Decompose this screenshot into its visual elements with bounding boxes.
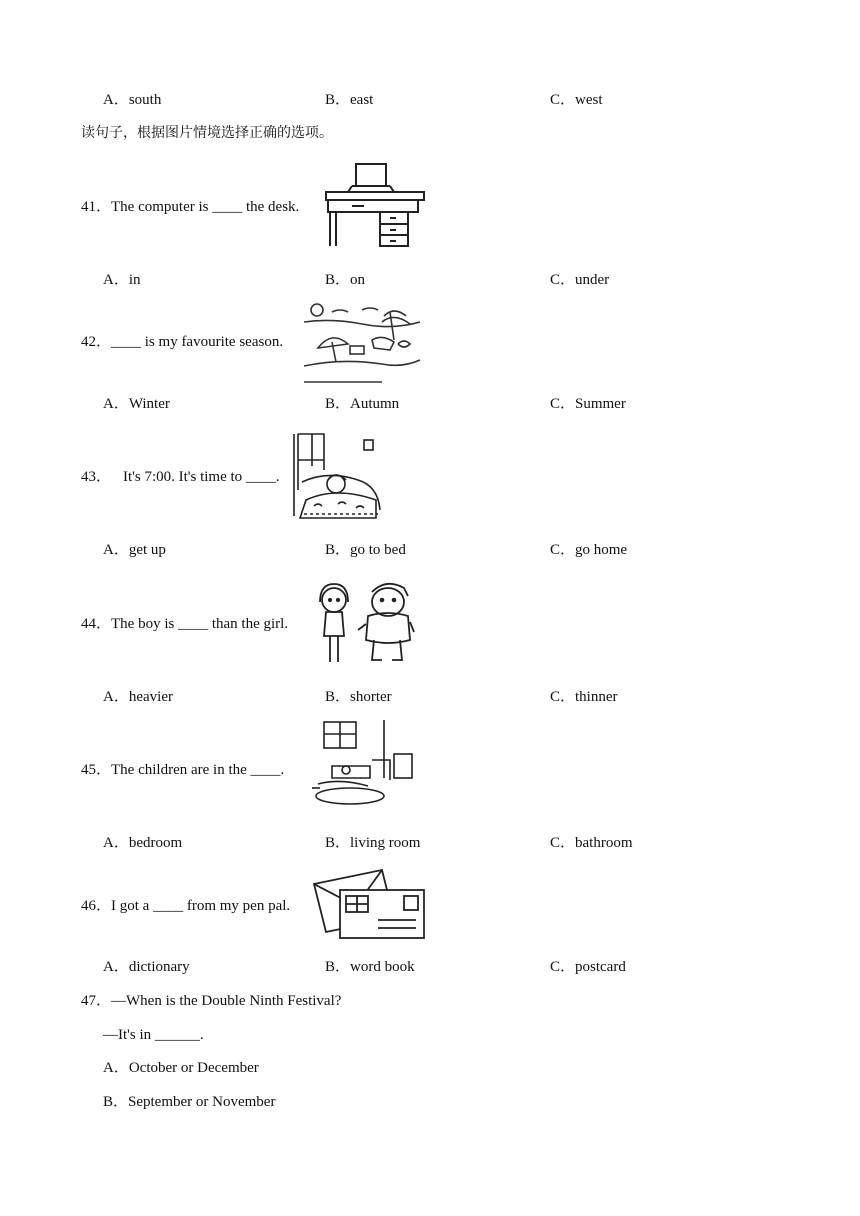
option-c: C．under	[550, 272, 610, 288]
option-c: C．postcard	[550, 959, 626, 975]
living-room-picture	[310, 718, 418, 810]
question-text: It's 7:00. It's time to ____.	[123, 469, 280, 485]
girl-in-bed-picture	[288, 430, 384, 522]
option-a: A．dictionary	[103, 959, 190, 975]
question-45	[81, 761, 284, 779]
option-b: B．on	[325, 272, 366, 288]
boy-and-girl-picture	[312, 578, 416, 668]
question-number: 41．	[81, 199, 112, 215]
question-43	[81, 468, 280, 486]
question-number: 46．	[81, 898, 112, 914]
option-b: B．word book	[325, 959, 415, 975]
question-number: 43．	[81, 469, 112, 485]
answer-line: —It's in ______.	[103, 1027, 204, 1043]
option-c: C．west	[550, 92, 603, 108]
option-b: B．east	[325, 92, 374, 108]
option-c: C．go home	[550, 542, 628, 558]
question-number: 44．	[81, 616, 112, 632]
option-c: C．thinner	[550, 689, 618, 705]
option-b: B．Autumn	[325, 396, 400, 412]
option-b: B．go to bed	[325, 542, 406, 558]
option-a: A．south	[103, 92, 162, 108]
question-47	[81, 992, 341, 1010]
question-text: The boy is ____ than the girl.	[111, 616, 289, 632]
option-c: C．bathroom	[550, 835, 633, 851]
question-46	[81, 897, 290, 915]
question-number: 42．	[81, 334, 112, 350]
option-a: A．in	[103, 272, 141, 288]
option-b: B．shorter	[325, 689, 392, 705]
option-c: C．Summer	[550, 396, 626, 412]
question-42	[81, 333, 283, 351]
question-text: —When is the Double Ninth Festival?	[111, 993, 342, 1009]
beach-scene-picture	[302, 300, 422, 384]
question-number: 47．	[81, 993, 112, 1009]
question-44	[81, 615, 288, 633]
envelope-postcard-picture	[310, 866, 428, 942]
question-number: 45．	[81, 762, 112, 778]
option-a: A．bedroom	[103, 835, 183, 851]
question-41	[81, 198, 299, 216]
option-a: A．get up	[103, 542, 166, 558]
question-text: The children are in the ____.	[111, 762, 285, 778]
section-instruction: 读句子，根据图片情境选择正确的选项。	[81, 125, 333, 141]
option-b: B．living room	[325, 835, 421, 851]
question-text: I got a ____ from my pen pal.	[111, 898, 291, 914]
question-text: The computer is ____ the desk.	[111, 199, 300, 215]
option-a: A．Winter	[103, 396, 170, 412]
computer-desk-picture	[322, 160, 428, 250]
option-a: A．heavier	[103, 689, 173, 705]
option-a: A．October or December	[103, 1060, 259, 1076]
option-b: B．September or November	[103, 1094, 276, 1110]
question-text: ____ is my favourite season.	[111, 334, 284, 350]
